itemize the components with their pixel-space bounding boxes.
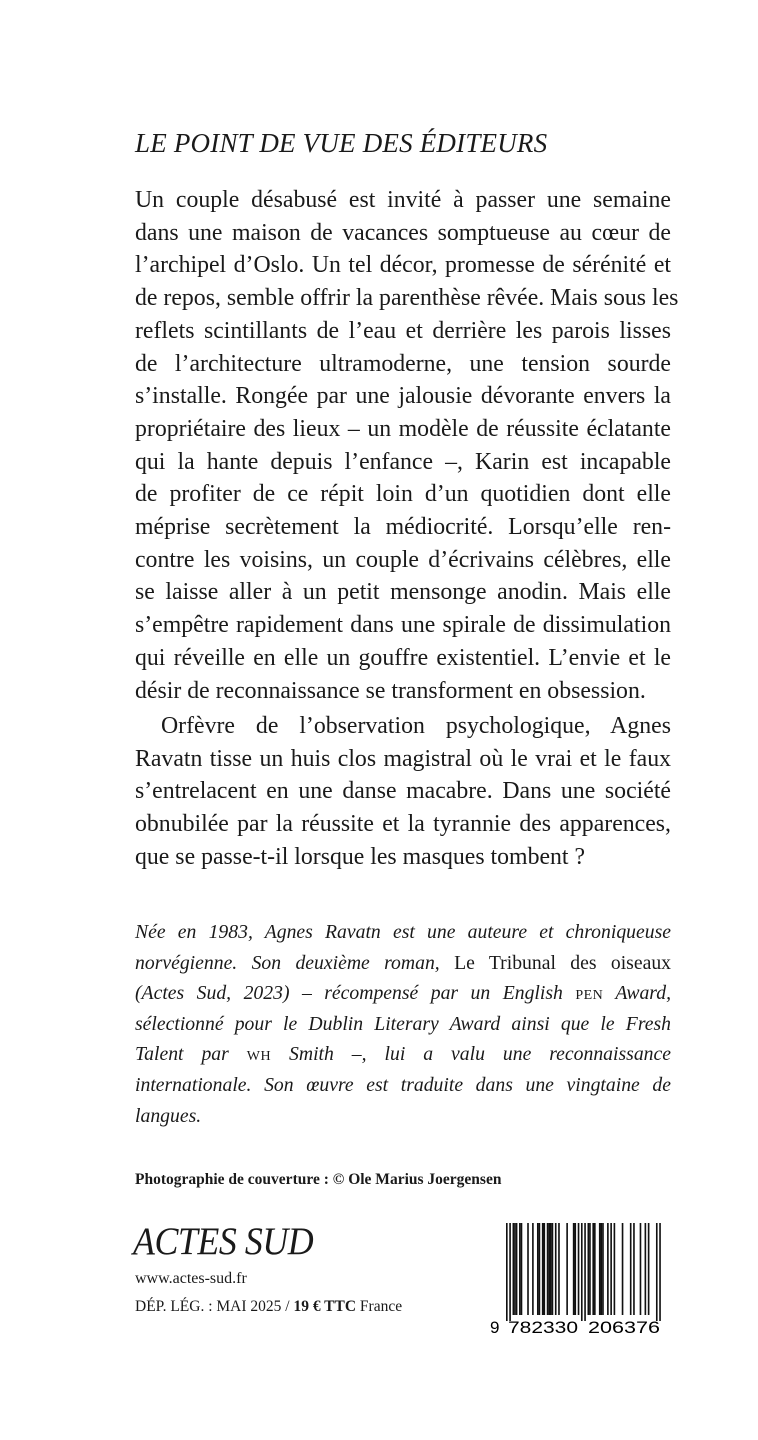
text-line: s’empêtre rapidement dans une spirale de dissimulation xyxy=(135,612,671,639)
isbn-digit-group: 9 xyxy=(490,1318,500,1337)
bio-line xyxy=(135,978,671,1009)
barcode-bar xyxy=(573,1223,575,1315)
legal-prefix: DÉP. LÉG. : MAI 2025 / xyxy=(135,1298,294,1315)
award-name: pen xyxy=(575,982,604,1005)
text-line: dans une maison de vacances somptueuse au cœur de xyxy=(135,219,671,246)
barcode-bar xyxy=(601,1223,603,1315)
barcode-bar xyxy=(558,1223,560,1315)
photo-credit: Photographie de couverture : © Ole Marius Joergensen xyxy=(135,1171,502,1188)
barcode-bar xyxy=(607,1223,609,1315)
barcode-bar xyxy=(656,1223,658,1321)
bio-line xyxy=(135,948,671,979)
text-line: reflets scintillants de l’eau et derrière les parois lisses xyxy=(135,317,671,344)
barcode-bar xyxy=(506,1223,508,1321)
barcode-bar xyxy=(648,1223,650,1315)
legal-suffix: France xyxy=(356,1298,403,1315)
book-title: Le Tribunal des oiseaux xyxy=(454,951,672,974)
barcode-bar xyxy=(548,1223,550,1315)
barcode-bar xyxy=(550,1223,552,1315)
barcode-bar xyxy=(513,1223,515,1315)
bio-text: Award, xyxy=(603,982,671,1005)
text-line: de profiter de ce répit loin d’un quotidien dont elle xyxy=(135,481,671,508)
barcode-bar xyxy=(602,1223,604,1315)
isbn-barcode xyxy=(488,1221,672,1337)
synopsis-paragraph-2 xyxy=(135,710,671,874)
text-line: qui la hante depuis l’enfance –, Karin est incapable xyxy=(135,448,671,475)
text-line: contre les voisins, un couple d’écrivains célèbres, elle xyxy=(135,546,671,573)
barcode-bar xyxy=(539,1223,541,1315)
section-heading: LE POINT DE VUE DES ÉDITEURS xyxy=(135,128,548,158)
text-line: de l’architecture ultramoderne, une tension sourde xyxy=(135,350,671,377)
barcode-bar xyxy=(552,1223,554,1315)
publisher-logo: ACTES SUD xyxy=(133,1220,314,1263)
text-line: Un couple désabusé est invité à passer une semaine xyxy=(135,187,671,213)
barcode-bar xyxy=(630,1223,632,1315)
barcode-bar xyxy=(555,1223,557,1315)
bio-text: Smith –, lui a valu une reconnaissance xyxy=(271,1043,671,1066)
barcode-bar xyxy=(659,1223,661,1321)
barcode-bar xyxy=(610,1223,612,1315)
barcode-bar xyxy=(514,1223,516,1315)
bio-line: internationale. Son œuvre est traduite dans une vingtaine de xyxy=(135,1073,671,1096)
barcode-bar xyxy=(633,1223,635,1315)
barcode-bar xyxy=(594,1223,596,1315)
text-line: propriétaire des lieux – un modèle de réussite éclatante xyxy=(135,415,671,442)
text-line: s’entrelacent en une danse macabre. Dans une société xyxy=(135,778,671,805)
barcode-bar xyxy=(578,1223,580,1315)
text-line: se laisse aller à un petit mensonge anodin. Mais elle xyxy=(135,579,671,606)
barcode-bar xyxy=(516,1223,518,1315)
bio-line: langues. xyxy=(135,1104,202,1127)
barcode-bar xyxy=(521,1223,523,1315)
barcode-bar xyxy=(509,1223,511,1321)
barcode-bar xyxy=(566,1223,568,1315)
barcode-bar xyxy=(640,1223,642,1315)
barcode-bar xyxy=(614,1223,616,1315)
bio-text: norvégienne. Son deuxième roman, xyxy=(135,951,455,974)
barcode-bar xyxy=(542,1223,544,1315)
legal-notice xyxy=(135,1298,402,1316)
barcode-bar xyxy=(574,1223,576,1315)
text-line: Orfèvre de l’observation psychologique, Agnes xyxy=(161,713,671,739)
barcode-bar xyxy=(519,1223,521,1315)
text-line: Ravatn tisse un huis clos magistral où le vrai et le faux xyxy=(135,745,671,772)
bio-line: sélectionné pour le Dublin Literary Award ainsi que le Fresh xyxy=(135,1012,671,1035)
barcode-bar xyxy=(584,1223,586,1321)
text-line: désir de reconnaissance se transforment en obsession. xyxy=(135,677,646,704)
author-bio xyxy=(135,917,671,1131)
sponsor-name: wh xyxy=(246,1043,272,1066)
barcode-bar xyxy=(645,1223,647,1315)
barcode-bar xyxy=(527,1223,529,1315)
bio-line xyxy=(135,1039,671,1070)
barcode-bar xyxy=(588,1223,590,1315)
bio-line: Née en 1983, Agnes Ravatn est une auteure et chroniqueuse xyxy=(135,921,671,943)
barcode-bar xyxy=(622,1223,624,1315)
text-line: s’installe. Rongée par une jalousie dévorante envers la xyxy=(135,383,671,410)
price: 19 € TTC xyxy=(293,1298,357,1315)
text-line: obnubilée par la réussite et la tyrannie des apparences, xyxy=(135,811,671,838)
text-line: l’archipel d’Oslo. Un tel décor, promesse de sérénité et xyxy=(135,252,671,279)
barcode-bar xyxy=(547,1223,549,1315)
barcode-bar xyxy=(532,1223,534,1315)
isbn-digit-group: 206376 xyxy=(588,1318,660,1337)
barcode-bar xyxy=(599,1223,601,1315)
text-line: de repos, semble offrir la parenthèse rêvée. Mais sous les xyxy=(135,285,679,312)
barcode-bar xyxy=(592,1223,594,1315)
text-line: qui réveille en elle un gouffre existentiel. L’envie et le xyxy=(135,644,671,671)
isbn-digit-group: 782330 xyxy=(508,1318,578,1337)
synopsis-paragraph-1 xyxy=(135,184,679,707)
barcode-bar xyxy=(537,1223,539,1315)
publisher-website: www.actes-sud.fr xyxy=(135,1270,247,1287)
bio-text: (Actes Sud, 2023) – récompensé par un English xyxy=(135,982,576,1005)
barcode-bar xyxy=(581,1223,583,1321)
barcode-bar xyxy=(589,1223,591,1315)
text-line: méprise secrètement la médiocrité. Lorsqu’elle ren- xyxy=(135,514,671,541)
barcode-bar xyxy=(543,1223,545,1315)
bio-text: Talent par xyxy=(135,1043,247,1066)
text-line: que se passe-t-il lorsque les masques tombent ? xyxy=(135,843,586,870)
